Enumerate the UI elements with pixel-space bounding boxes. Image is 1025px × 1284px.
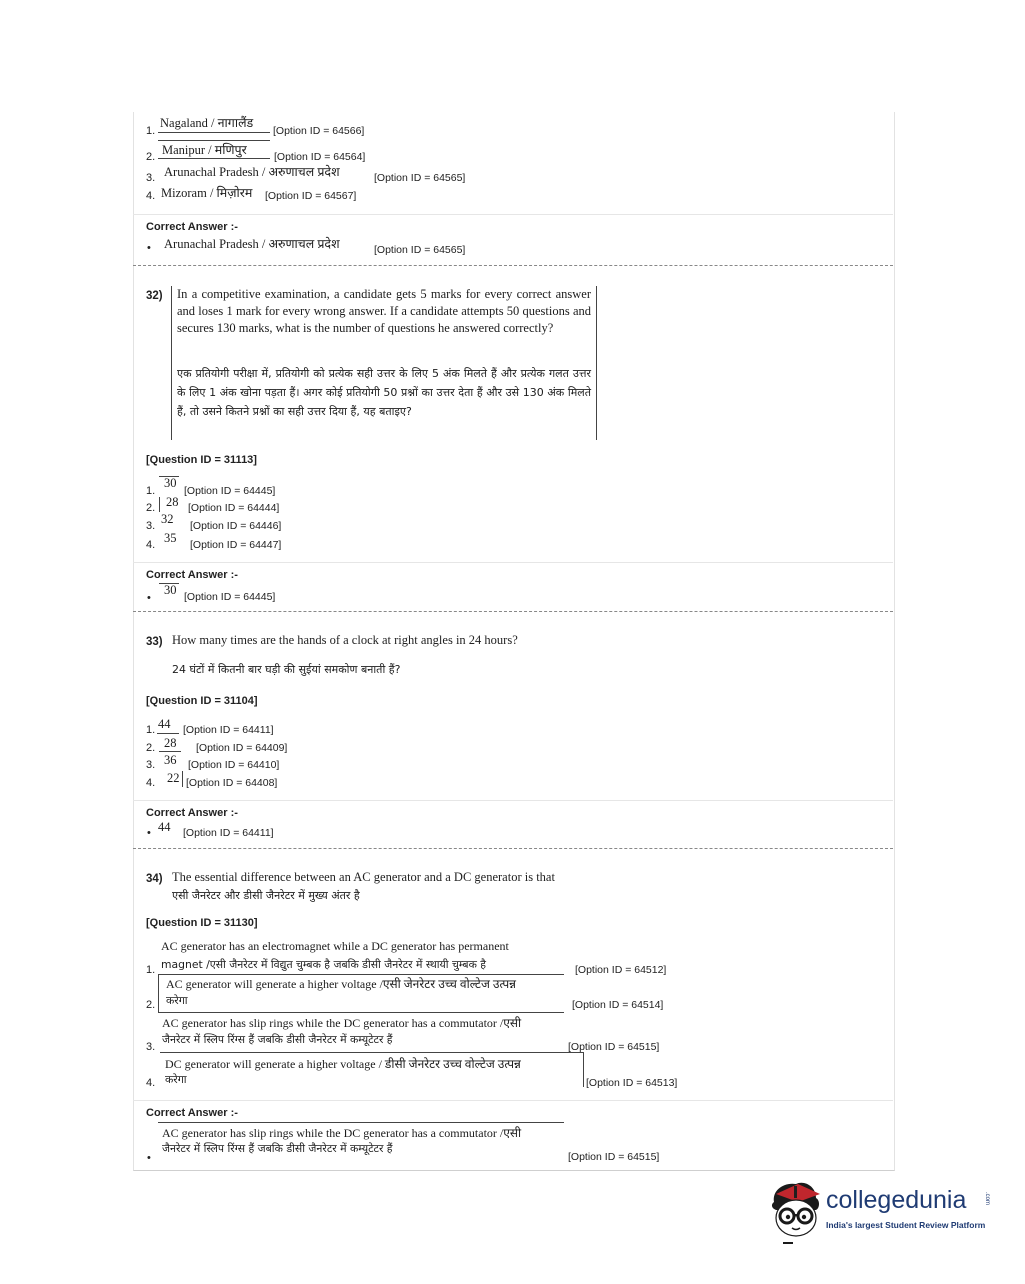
option-id: [Option ID = 64410] [188, 759, 280, 771]
option-text: 28 [164, 736, 177, 750]
option-number: 1. [146, 724, 156, 736]
correct-answer-id: [Option ID = 64445] [184, 591, 276, 603]
question-text-hindi: 24 घंटों में कितनी बार घड़ी की सुईयां समकोण बनाती हैं? [172, 663, 401, 676]
option-id: [Option ID = 64411] [183, 724, 274, 736]
correct-answer-text: 44 [158, 820, 171, 834]
option-text: 22 [167, 771, 180, 785]
logo-wordmark: collegedunia [826, 1186, 967, 1214]
option-id: [Option ID = 64447] [190, 539, 282, 551]
option-text-line2: करेगा [165, 1073, 187, 1086]
option-number: 1. [146, 485, 156, 497]
collegedunia-logo[interactable] [768, 1180, 998, 1250]
option-id: [Option ID = 64444] [188, 502, 280, 514]
bullet: • [147, 242, 151, 254]
bullet: • [147, 592, 151, 604]
option-id: [Option ID = 64446] [190, 520, 282, 532]
correct-answer-id: [Option ID = 64411] [183, 827, 274, 839]
correct-answer-label: Correct Answer :- [146, 221, 238, 233]
option-text: 35 [164, 531, 177, 545]
option-text: 28 [166, 495, 179, 509]
question-text-hindi: एक प्रतियोगी परीक्षा में, प्रतियोगी को प्रत्येक सही उत्तर के लिए 5 अंक मिलते हैं और प्रत्येक गलत उत्तर के लिए 1 अंक खोना पड़ता हैं। अगर कोई प्रतियोगी 50 प्रश्नों का उत्तर देता हैं और उसे 130 अंक मिलते हैं, तो उसने कितने प्रश्नों का सही उत्तर दिया हैं, यह बताइए? [177, 367, 591, 418]
option-id: [Option ID = 64566] [273, 125, 365, 137]
option-id: [Option ID = 64567] [265, 190, 357, 202]
question-number: 33) [146, 636, 163, 648]
question-id: [Question ID = 31130] [146, 917, 258, 929]
option-text-line1: AC generator has an electromagnet while a DC generator has permanent [161, 939, 509, 953]
option-id: [Option ID = 64515] [568, 1041, 660, 1053]
correct-answer-text: Arunachal Pradesh / अरुणाचल प्रदेश [164, 237, 340, 251]
option-text-line1: AC generator has slip rings while the DC generator has a commutator /एसी [162, 1016, 522, 1030]
logo-tagline: India's largest Student Review Platform [826, 1220, 986, 1230]
option-text-line1: DC generator will generate a higher voltage / डीसी जेनरेटर उच्च वोल्टेज उत्पन्न [165, 1057, 521, 1071]
bullet: • [147, 827, 151, 839]
option-id: [Option ID = 64409] [196, 742, 288, 754]
option-id: [Option ID = 64564] [274, 151, 366, 163]
option-id: [Option ID = 64408] [186, 777, 278, 789]
option-text-line2: करेगा [166, 994, 188, 1007]
question-text-english: In a competitive examination, a candidate gets 5 marks for every correct answer and loses 1 mark for every wrong answer. If a candidate attempts 50 questions and secures 130 marks, what is the number of questions he answered correctly? [177, 287, 591, 336]
option-text: 30 [164, 476, 177, 490]
correct-answer-id: [Option ID = 64515] [568, 1151, 660, 1163]
correct-answer-label: Correct Answer :- [146, 569, 238, 581]
option-id: [Option ID = 64514] [572, 999, 664, 1011]
correct-answer-label: Correct Answer :- [146, 807, 238, 819]
option-id: [Option ID = 64513] [586, 1077, 678, 1089]
option-text: 44 [158, 717, 171, 731]
option-id: [Option ID = 64565] [374, 172, 466, 184]
question-text-english: How many times are the hands of a clock at right angles in 24 hours? [172, 633, 518, 647]
option-number: 3. [146, 172, 156, 184]
option-number: 4. [146, 190, 156, 202]
question-id: [Question ID = 31104] [146, 695, 258, 707]
option-text-line2: जैनरेटर में स्लिप रिंग्स हैं जबकि डीसी जैनरेटर में कम्यूटेटर हैं [162, 1033, 393, 1046]
option-number: 1. [146, 964, 156, 976]
correct-answer-id: [Option ID = 64565] [374, 244, 466, 256]
option-number: 2. [146, 999, 156, 1011]
correct-answer-line1: AC generator has slip rings while the DC generator has a commutator /एसी [162, 1126, 522, 1140]
option-id: [Option ID = 64445] [184, 485, 276, 497]
question-id: [Question ID = 31113] [146, 454, 257, 466]
option-text-line2: magnet /एसी जैनरेटर में विद्युत चुम्बक है जबकि डीसी जैनरेटर में स्थायी चुम्बक है [161, 958, 487, 971]
correct-answer-text: 30 [164, 583, 177, 597]
correct-answer-line2: जैनरेटर में स्लिप रिंग्स हैं जबकि डीसी जैनरेटर में कम्यूटेटर हैं [162, 1142, 393, 1155]
question-number: 34) [146, 873, 163, 885]
option-number: 1. [146, 125, 156, 137]
option-number: 2. [146, 502, 156, 514]
option-number: 4. [146, 777, 156, 789]
option-number: 2. [146, 151, 156, 163]
option-id: [Option ID = 64512] [575, 964, 667, 976]
question-text-hindi: एसी जैनरेटर और डीसी जैनरेटर में मुख्य अंतर है [172, 889, 360, 902]
option-text: 32 [161, 512, 174, 526]
option-number: 3. [146, 759, 156, 771]
bullet: • [147, 1152, 151, 1164]
correct-answer-label: Correct Answer :- [146, 1107, 238, 1119]
option-text: Manipur / मणिपुर [162, 143, 247, 157]
question-text-english: The essential difference between an AC generator and a DC generator is that [172, 870, 555, 884]
question-number: 32) [146, 290, 163, 302]
option-number: 3. [146, 1041, 156, 1053]
logo-suffix: .com [984, 1192, 990, 1206]
option-text: Mizoram / मिज़ोरम [161, 186, 253, 200]
option-number: 3. [146, 520, 156, 532]
option-number: 4. [146, 1077, 156, 1089]
option-text: 36 [164, 753, 177, 767]
option-number: 4. [146, 539, 156, 551]
mascot-icon [768, 1180, 824, 1246]
option-number: 2. [146, 742, 156, 754]
option-text: Nagaland / नागालैंड [160, 116, 254, 130]
option-text: Arunachal Pradesh / अरुणाचल प्रदेश [164, 165, 340, 179]
option-text-line1: AC generator will generate a higher voltage /एसी जेनरेटर उच्च वोल्टेज उत्पन्न [166, 977, 516, 991]
